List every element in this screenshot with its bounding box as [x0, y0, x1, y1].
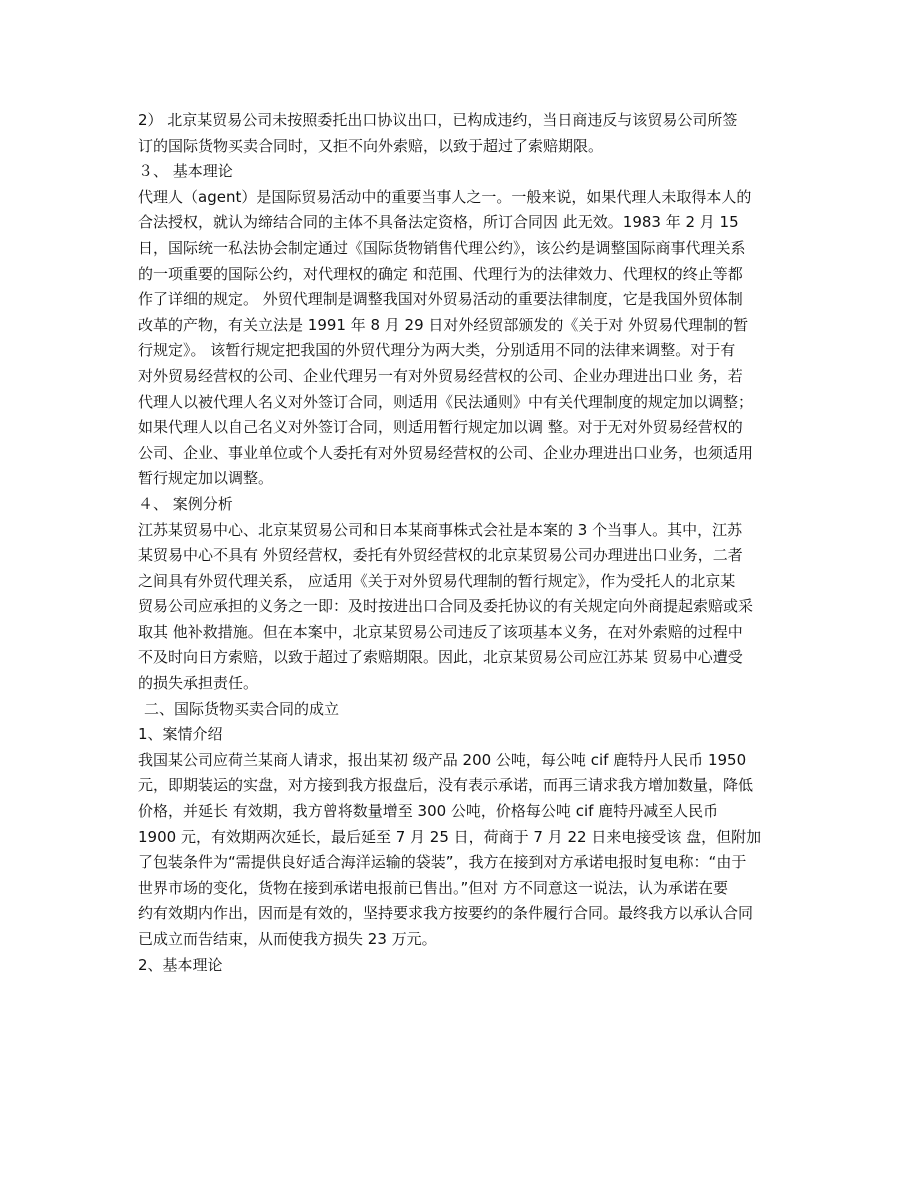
text-line: 元，即期装运的实盘，对方接到我方报盘后，没有表示承诺，而再三请求我方增加数量，降低	[138, 776, 754, 795]
text-line: 作了详细的规定。 外贸代理制是调整我国对外贸易活动的重要法律制度，它是我国外贸体制	[138, 290, 743, 309]
text-line: 合法授权，就认为缔结合同的主体不具备法定资格，所订合同因 此无效。1983 年 2 月 15	[138, 213, 739, 232]
section-heading: ３、 基本理论	[138, 162, 233, 181]
chapter-heading: 二、国际货物买卖合同的成立	[144, 699, 340, 718]
document-page	[138, 108, 786, 978]
text-line: 我国某公司应荷兰某商人请求，报出某初 级产品 200 公吨，每公吨 cif 鹿特丹人民币 1950	[138, 750, 747, 769]
text-line: 不及时向日方索赔，以致于超过了索赔期限。因此，北京某贸易公司应江苏某 贸易中心遭受	[138, 648, 743, 667]
text-line: 对外贸易经营权的公司、企业代理另一有对外贸易经营权的公司、企业办理进出口业 务，若	[138, 366, 743, 385]
text-line: 的损失承担责任。	[138, 674, 259, 693]
text-line: 改革的产物，有关立法是 1991 年 8 月 29 日对外经贸部颁发的《关于对 外贸易代理制的暂	[138, 315, 749, 334]
text-line: 约有效期内作出，因而是有效的，坚持要求我方按要约的条件履行合同。最终我方以承认合同	[138, 904, 754, 923]
text-line: 价格，并延长 有效期，我方曾将数量增至 300 公吨，价格每公吨 cif 鹿特丹减至人民币	[138, 802, 719, 821]
text-line: 暂行规定加以调整。	[138, 469, 274, 488]
text-line: 日，国际统一私法协会制定通过《国际货物销售代理公约》，该公约是调整国际商事代理关系	[138, 238, 746, 257]
text-line: 之间具有外贸代理关系， 应适用《关于对外贸易代理制的暂行规定》，作为受托人的北京某	[138, 571, 736, 590]
text-line: 世界市场的变化，货物在接到承诺电报前已售出。”但对 方不同意这一说法，认为承诺在要	[138, 878, 729, 897]
text-line: 订的国际货物买卖合同时，又拒不向外索赔，以致于超过了索赔期限。	[138, 136, 604, 155]
text-line: 2） 北京某贸易公司未按照委托出口协议出口，已构成违约，当日商违反与该贸易公司所签	[138, 111, 738, 129]
text-line: 如果代理人以自己名义对外签订合同，则适用暂行规定加以调 整。对于无对外贸易经营权的	[138, 418, 743, 437]
text-line: 公司、企业、事业单位或个人委托有对外贸易经营权的公司、企业办理进出口业务，也须适用	[138, 443, 754, 462]
text-line: 了包装条件为“需提供良好适合海洋运输的袋装”，我方在接到对方承诺电报时复电称：“由于	[138, 853, 747, 872]
text-line: 1900 元，有效期两次延长，最后延至 7 月 25 日，荷商于 7 月 22 日来电接受该 盘，但附加	[138, 827, 762, 846]
section-heading: ４、 案例分析	[138, 494, 233, 513]
text-line: 行规定》。 该暂行规定把我国的外贸代理分为两大类，分别适用不同的法律来调整。对于有	[138, 341, 736, 360]
text-line: 代理人以被代理人名义对外签订合同，则适用《民法通则》中有关代理制度的规定加以调整；	[138, 392, 754, 411]
subsection-heading: 2、基本理论	[138, 955, 223, 974]
text-line: 已成立而告结束，从而使我方损失 23 万元。	[138, 930, 437, 948]
subsection-heading: 1、案情介绍	[138, 725, 223, 744]
text-line: 某贸易中心不具有 外贸经营权，委托有外贸经营权的北京某贸易公司办理进出口业务，二者	[138, 546, 743, 565]
text-line: 贸易公司应承担的义务之一即：及时按进出口合同及委托协议的有关规定向外商提起索赔或采	[138, 597, 754, 616]
text-line: 的一项重要的国际公约，对代理权的确定 和范围、代理行为的法律效力、代理权的终止等都	[138, 264, 743, 283]
text-line: 代理人（agent）是国际贸易活动中的重要当事人之一。一般来说，如果代理人未取得本人的	[138, 187, 752, 206]
text-line: 江苏某贸易中心、北京某贸易公司和日本某商事株式会社是本案的 3 个当事人。其中，江苏	[138, 520, 743, 539]
text-line: 取其 他补救措施。但在本案中，北京某贸易公司违反了该项基本义务，在对外索赔的过程中	[138, 622, 743, 641]
